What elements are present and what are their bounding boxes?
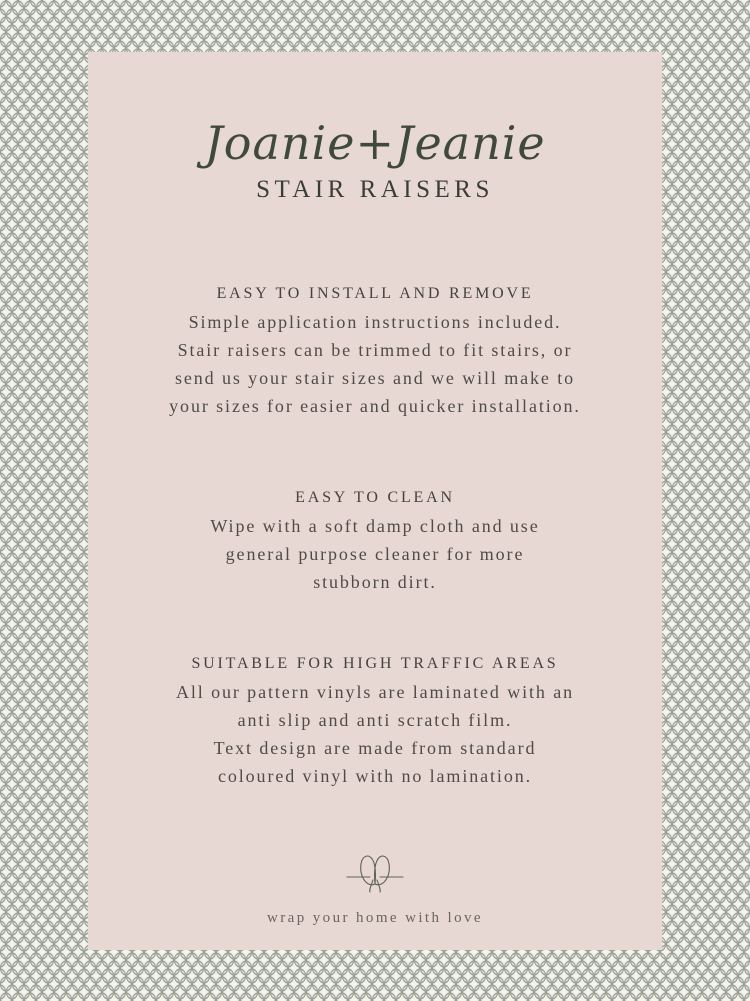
section-line: your sizes for easier and quicker installation. xyxy=(169,396,581,416)
product-title: STAIR RAISERS xyxy=(256,176,494,203)
section-traffic xyxy=(88,650,662,790)
brand-logo-text: Joanie+Jeanie xyxy=(204,116,546,170)
section-line: Wipe with a soft damp cloth and use xyxy=(210,516,540,536)
info-card xyxy=(88,52,662,950)
section-line: send us your stair sizes and we will make to xyxy=(174,368,576,388)
section-heading: SUITABLE FOR HIGH TRAFFIC AREAS xyxy=(191,655,559,672)
section-line: Text design are made from standard xyxy=(213,738,537,758)
section-line: Stair raisers can be trimmed to fit stairs, or xyxy=(177,340,573,360)
section-clean xyxy=(88,484,662,596)
jj-monogram-icon xyxy=(346,850,404,894)
tagline: wrap your home with love xyxy=(267,910,483,926)
section-install xyxy=(88,280,662,420)
section-line: coloured vinyl with no lamination. xyxy=(217,766,533,786)
section-line: Simple application instructions included. xyxy=(188,312,562,332)
section-line: All our pattern vinyls are laminated with an xyxy=(175,682,574,702)
section-heading: EASY TO CLEAN xyxy=(295,489,455,506)
section-line: general purpose cleaner for more xyxy=(225,544,525,564)
section-heading: EASY TO INSTALL AND REMOVE xyxy=(216,285,534,302)
section-line: anti slip and anti scratch film. xyxy=(237,710,513,730)
section-line: stubborn dirt. xyxy=(313,572,437,592)
